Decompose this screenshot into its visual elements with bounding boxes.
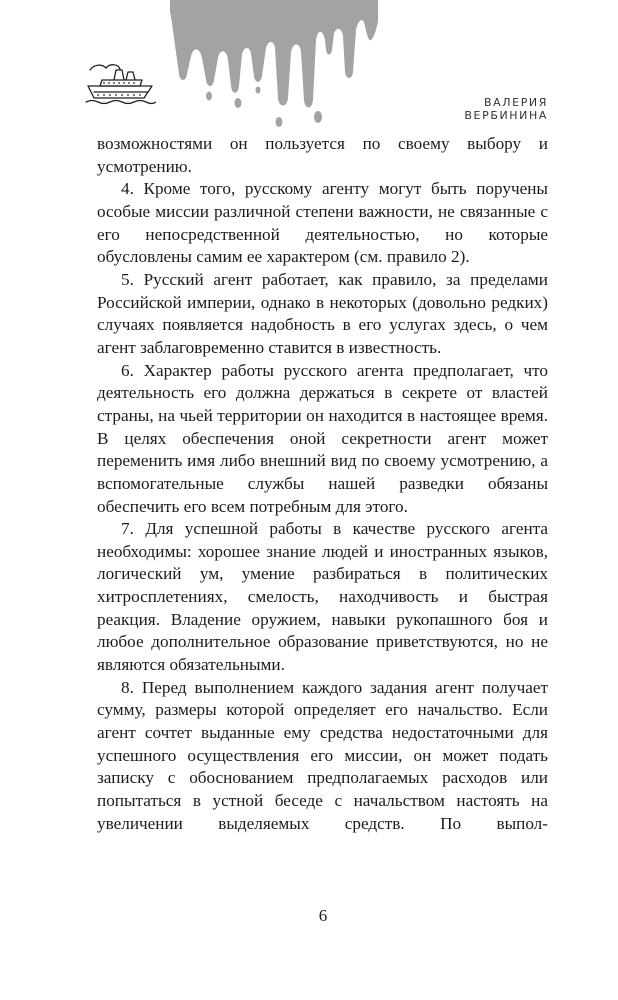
paragraph-rule-5: 5. Русский агент работает, как правило, за пределами Российской империи, однако в некоторых (довольно редких) случаях появляется надобность в его услугах здесь, о чем агент заблаговременно ставится в известность. <box>97 269 548 357</box>
page-number: 6 <box>318 906 328 925</box>
running-head-author: ВАЛЕРИЯ ВЕРБИНИНА <box>464 96 548 122</box>
steamship-icon <box>84 60 156 108</box>
paragraph-rule-4: 4. Кроме того, русскому агенту могут быть поручены особые миссии различной степени важности, не связанные с его непосредственной деятельностью, но которые обусловлены самим ее характером (см. правило 2). <box>97 179 548 267</box>
page-body <box>97 133 548 835</box>
paragraph-continuation: возможностями он пользуется по своему выбору и усмотрению. <box>97 134 548 176</box>
paragraph-rule-6: 6. Характер работы русского агента предполагает, что деятельность его должна держаться в секрете от властей страны, на чьей территории он находится в настоящее время. В целях обеспечения оной секретности агент может переменить имя либо внешний вид по своему усмотрению, а вспомогательные службы нашей разведки обязаны обеспечить его всем потребным для этого. <box>97 360 548 516</box>
paragraph-rule-8: 8. Перед выполнением каждого задания агент получает сумму, размеры которой определяет его начальство. Если агент сочтет выданные ему средства недостаточными для успешного осуществления его миссии, он может подать записку с обоснованием предполагаемых расходов или попытаться в устной беседе с начальством настоять на увеличении выделяемых средств. По выпол- <box>97 677 548 833</box>
paragraph-rule-7: 7. Для успешной работы в качестве русского агента необходимы: хорошее знание людей и иностранных языков, логический ум, умение разбираться в политических хитросплетениях, смелость, находчивость и быстрая реакция. Владение оружием, навыки рукопашного боя и любое дополнительное образование приветствуются, но не являются обязательными. <box>97 519 548 675</box>
